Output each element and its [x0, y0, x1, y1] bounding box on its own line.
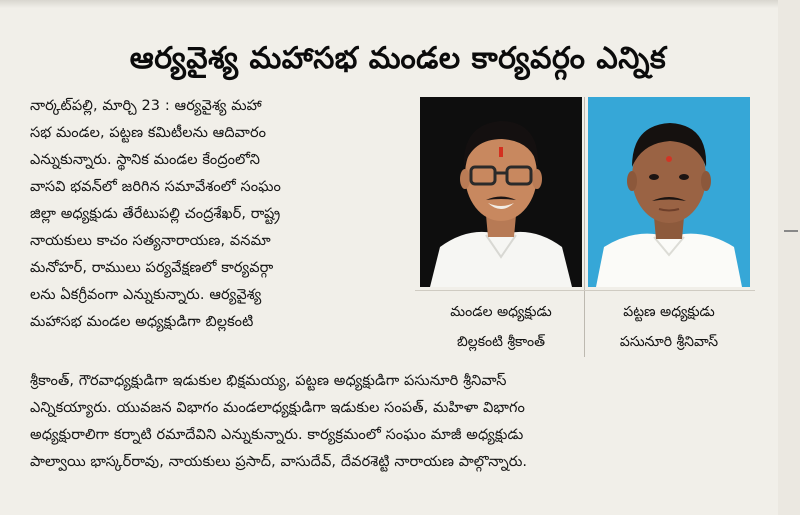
column-rule [784, 230, 798, 232]
photo-caption-town-president [588, 300, 750, 354]
portrait-photo-mandal-president [420, 97, 582, 287]
article-headline: ఆర్యవైశ్య మహాసభ మండల కార్యవర్గం ఎన్నిక [129, 41, 667, 76]
body-line: లను ఏకగ్రీవంగా ఎన్నుకున్నారు. ఆర్యవైశ్య [30, 287, 262, 303]
body-line: సభ మండల, పట్టణ కమిటీలను ఆదివారం [30, 125, 267, 141]
body-line: వాసవి భవన్‌లో జరిగిన సమావేశంలో సంఘం [30, 179, 281, 195]
body-line: అధ్యక్షురాలిగా కర్నాటి రమాదేవిని ఎన్నుకున్నారు. కార్యక్రమంలో సంఘం మాజీ అధ్యక్షుడు [30, 427, 524, 443]
photo-divider [584, 97, 585, 357]
body-line: జిల్లా అధ్యక్షుడు తేరేటుపల్లి చంద్రశేఖర్, రాష్ట్ర [30, 206, 281, 222]
portrait-illustration [420, 97, 582, 287]
caption-role: మండల అధ్యక్షుడు [450, 304, 552, 320]
body-line: ఎన్నుకున్నారు. స్థానిక మండల కేంద్రంలోని [30, 152, 260, 168]
portrait-photo-town-president [588, 97, 750, 287]
body-line: నార్కట్‌పల్లి, మార్చి 23 : ఆర్యవైశ్య మహా [30, 98, 262, 114]
body-line: పాల్వాయి భాస్కర్‌రావు, నాయకులు ప్రసాద్, వాసుదేవ్, దేవరశెట్టి నారాయణ పాల్గొన్నారు. [30, 454, 528, 470]
adjacent-column-edge [778, 0, 800, 515]
photo-caption-mandal-president [420, 300, 582, 354]
caption-name: పసునూరి శ్రీనివాస్ [619, 334, 719, 350]
body-line: ఎన్నికయ్యారు. యువజన విభాగం మండలాధ్యక్షుడిగా ఇడుకుల సంపత్, మహిళా విభాగం [30, 400, 525, 416]
top-clip-edge [0, 0, 800, 8]
caption-role: పట్టణ అధ్యక్షుడు [623, 304, 715, 320]
caption-rule [415, 290, 755, 291]
caption-name: బిల్లకంటి శ్రీకాంత్ [456, 334, 546, 350]
body-line: మనోహర్, రాములు పర్యవేక్షణలో కార్యవర్గా [30, 260, 274, 276]
body-line: శ్రీకాంత్, గౌరవాధ్యక్షుడిగా ఇడుకుల భిక్షమయ్య, పట్టణ అధ్యక్షుడిగా పసునూరి శ్రీనివాస్ [30, 373, 507, 389]
portrait-illustration [588, 97, 750, 287]
body-line: మహాసభ మండల అధ్యక్షుడిగా బిల్లకంటి [30, 314, 254, 330]
body-line: నాయకులు కాచం సత్యనారాయణ, వనమా [30, 233, 271, 249]
